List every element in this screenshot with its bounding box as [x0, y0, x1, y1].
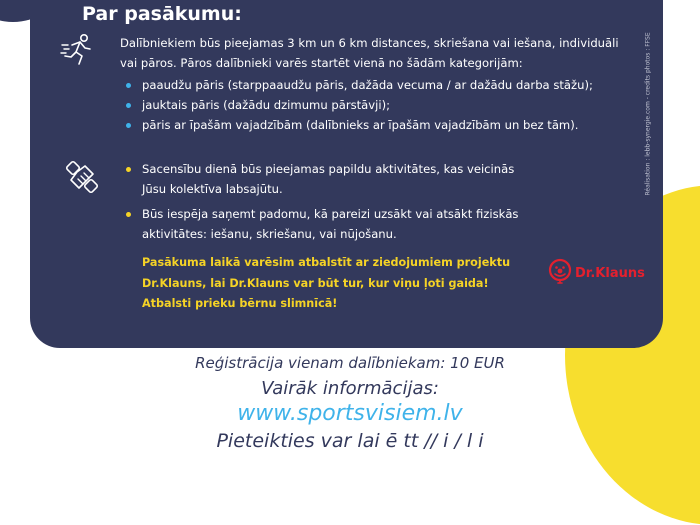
list-item: Būs iespēja saņemt padomu, kā pareizi uzsākt vai atsākt fiziskās aktivitātes: iešanu, skriešanu, vai nūjošanu. — [120, 204, 540, 244]
handshake-icon — [63, 158, 101, 200]
list-item: paaudžu pāris (starppaaudžu pāris, dažāda vecuma / ar dažādu darba stāžu); — [120, 75, 640, 95]
list-item: Sacensību dienā būs pieejamas papildu aktivitātes, kas veicinās Jūsu kolektīva labsajūtu. — [120, 159, 540, 199]
donation-highlight-text: Pasākuma laikā varēsim atbalstīt ar ziedojumiem projektu Dr.Klauns, lai Dr.Klauns var būt tur, kur viņu ļoti gaida! Atbalsti prieku bērnu slimnīcā! — [142, 256, 511, 310]
photo-credit: Réalisation : lebb-synergie.com - credits photos : FFSE — [644, 32, 652, 196]
section-heading: Par pasākumu: — [82, 3, 242, 25]
registration-fee: Reģistrācija vienam dalībniekam: 10 EUR — [195, 354, 505, 372]
dr-klauns-logo — [548, 258, 645, 288]
list-item: pāris ar īpašām vajadzībām (dalībnieks ar īpašām vajadzībām un bez tām). — [120, 115, 640, 135]
category-list — [120, 75, 640, 135]
logo-text: Dr.Klauns — [575, 265, 645, 281]
more-info-label: Vairāk informācijas: — [261, 378, 439, 399]
list-item: jauktais pāris (dažādu dzimumu pārstāvji); — [120, 95, 640, 115]
signup-line-cut-off: Pieteikties var lai ē tt // i / l i — [216, 430, 484, 452]
activity-list — [120, 159, 540, 249]
intro-text: Dalībniekiem būs pieejamas 3 km un 6 km distances, skriešana vai iešana, individuāli vai pāros. Pāros dalībnieki varēs startēt vienā no šādām kategorijām: — [120, 36, 619, 70]
clown-face-icon — [548, 258, 572, 288]
website-link[interactable]: www.sportsvisiem.lv — [237, 401, 463, 426]
runner-icon — [60, 33, 96, 71]
